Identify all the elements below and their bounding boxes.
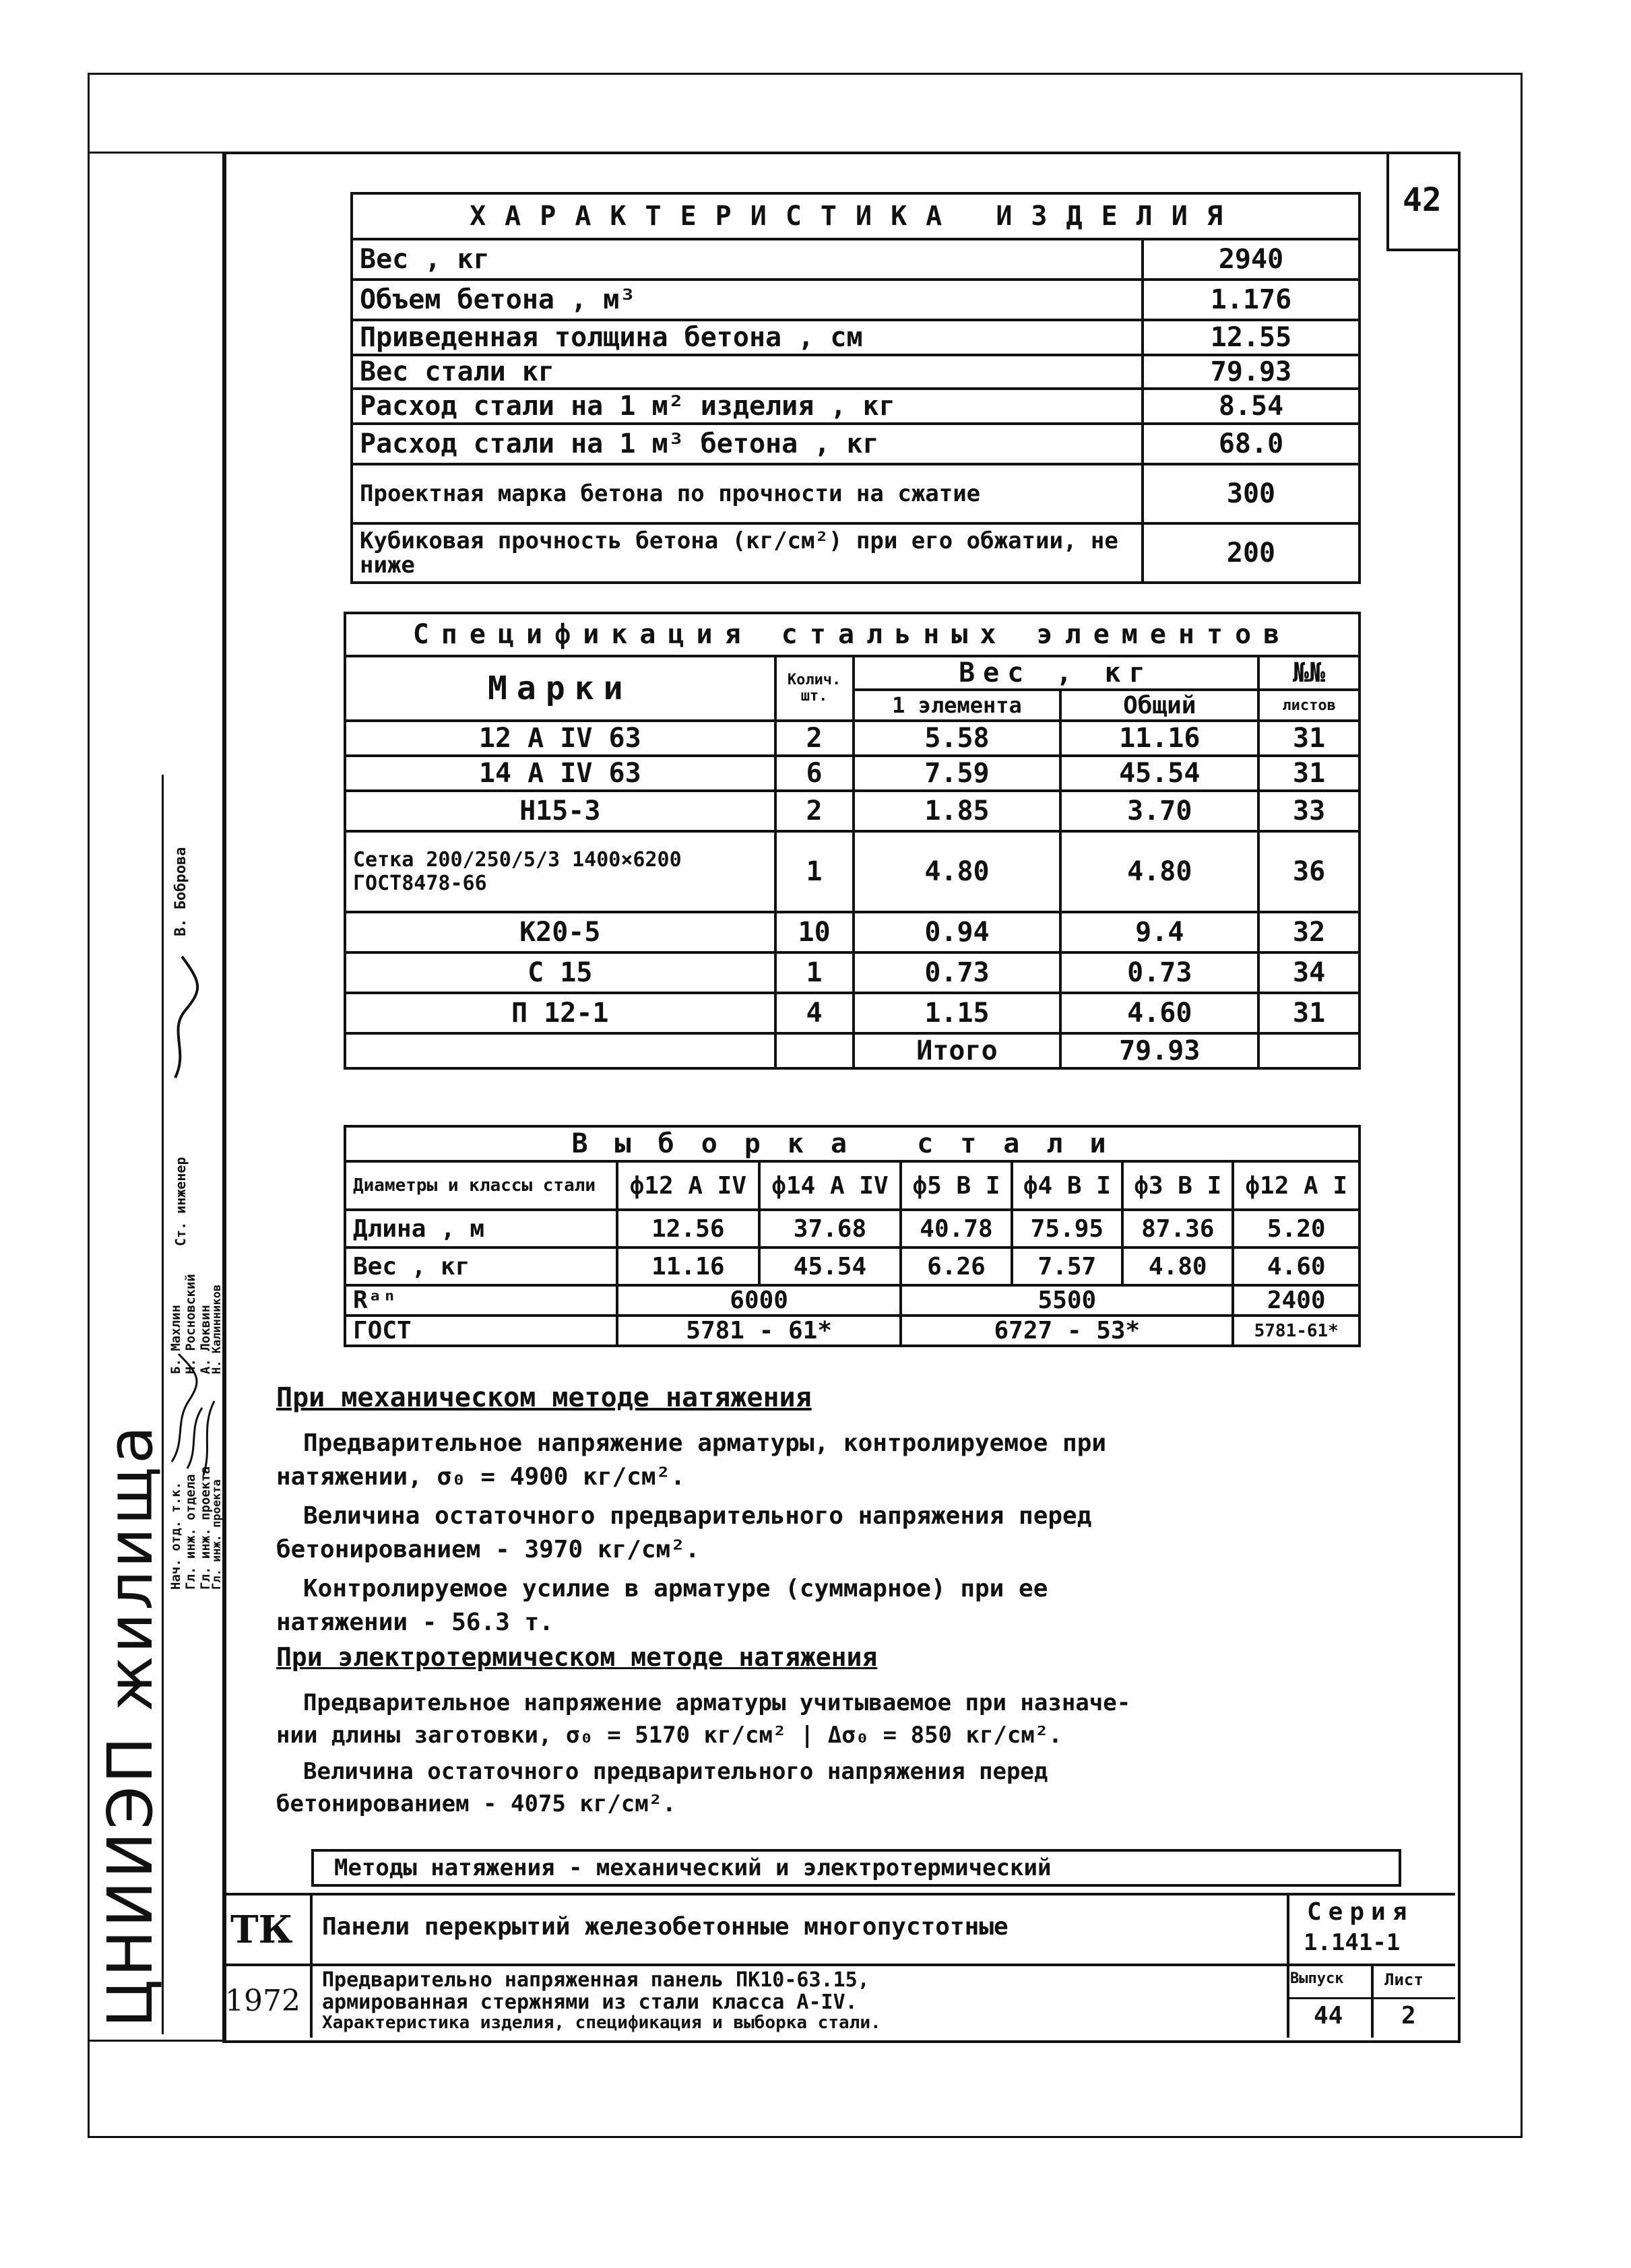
- char-value: 200: [1143, 523, 1360, 583]
- selection-gost: 5781-61*: [1233, 1316, 1360, 1346]
- selection-length: 12.56: [617, 1210, 759, 1248]
- selection-length: 37.68: [759, 1210, 901, 1248]
- spec-one: 1.85: [854, 791, 1061, 831]
- spec-total-spacer: [1258, 1033, 1360, 1068]
- sidebar-name: Б. Махлин: [168, 1305, 183, 1374]
- elec-title: При электротермическом методе натяжения: [276, 1642, 878, 1672]
- spec-one: 0.73: [854, 952, 1061, 993]
- selection-table: [344, 1125, 1361, 1347]
- spec-total: 3.70: [1060, 791, 1258, 831]
- tb-name2: Характеристика изделия, спецификация и выборка стали.: [322, 2013, 881, 2033]
- spec-qty: 2: [775, 791, 854, 831]
- spec-total: 11.16: [1060, 721, 1258, 756]
- spec-qty: 1: [775, 952, 854, 993]
- selection-length: 75.95: [1012, 1210, 1122, 1248]
- selection-gost: 6727 - 53*: [901, 1316, 1233, 1346]
- signature-1: [175, 957, 197, 1078]
- selection-weight: 7.57: [1012, 1248, 1122, 1285]
- spec-sheet: 31: [1258, 721, 1360, 756]
- spec-sheet: 36: [1258, 831, 1360, 912]
- sidebar-name: Н. Калинников: [210, 1284, 224, 1374]
- spec-mark: 14 А IV 63: [345, 756, 775, 791]
- char-label: Проектная марка бетона по прочности на сжатие: [352, 464, 1143, 523]
- spec-col-marks: Марки: [345, 656, 775, 721]
- tb-line-h: [222, 1964, 1455, 1966]
- selection-col: ф5 В I: [901, 1161, 1011, 1210]
- selection-ra: 2400: [1233, 1285, 1360, 1316]
- spec-total-spacer: [775, 1033, 854, 1068]
- selection-col: ф12 А I: [1233, 1161, 1360, 1210]
- selection-weight: 4.60: [1233, 1248, 1360, 1285]
- tb-issue-label: Выпуск: [1290, 1970, 1344, 1987]
- spec-mark: С 15: [345, 952, 775, 993]
- spec-qty: 1: [775, 831, 854, 912]
- signature-marks: [162, 930, 222, 1603]
- selection-col: ф12 А IV: [617, 1161, 759, 1210]
- selection-col: ф4 В I: [1012, 1161, 1122, 1210]
- char-label: Объем бетона , м³: [352, 280, 1143, 320]
- spec-title: Спецификация стальных элементов: [345, 613, 1360, 656]
- spec-total: 9.4: [1060, 912, 1258, 952]
- methods-box: [311, 1849, 1401, 1887]
- spec-sheet: 33: [1258, 791, 1360, 831]
- characteristics-table: [350, 192, 1361, 584]
- spec-col-one: 1 элемента: [854, 690, 1061, 721]
- tb-line-v2: [1287, 1893, 1289, 2038]
- spec-mark: Сетка 200/250/5/3 1400×6200 ГОСТ8478-66: [345, 831, 775, 912]
- selection-gost-label: ГОСТ: [345, 1316, 617, 1346]
- spec-total-spacer: [345, 1033, 775, 1068]
- selection-length: 5.20: [1233, 1210, 1360, 1248]
- char-value: 79.93: [1143, 355, 1360, 389]
- spec-mark: 12 А IV 63: [345, 721, 775, 756]
- elec-line: нии длины заготовки, σ₀ = 5170 кг/см² | Δσ₀ = 850 кг/см².: [276, 1722, 1062, 1749]
- sidebar-role: Ст. инженер: [172, 1157, 189, 1246]
- char-value: 1.176: [1143, 280, 1360, 320]
- selection-weight: 11.16: [617, 1248, 759, 1285]
- selection-col: ф3 В I: [1122, 1161, 1233, 1210]
- spec-col-sheets: №№: [1258, 656, 1360, 690]
- tb-year: 1972: [225, 1984, 300, 2018]
- char-value: 68.0: [1143, 424, 1360, 464]
- sidebar-role: Гл. инж. отдела: [183, 1474, 198, 1590]
- spec-qty: 2: [775, 721, 854, 756]
- sidebar-role: Гл. инж. проекта: [210, 1479, 224, 1590]
- characteristics-title: ХАРАКТЕРИСТИКА ИЗДЕЛИЯ: [352, 193, 1360, 239]
- tb-name2: Предварительно напряженная панель ПК10-63.15,: [322, 1968, 870, 1992]
- spec-total: 0.73: [1060, 952, 1258, 993]
- char-value: 12.55: [1143, 320, 1360, 355]
- mech-line: натяжении, σ₀ = 4900 кг/см².: [276, 1463, 685, 1491]
- spec-one: 7.59: [854, 756, 1061, 791]
- char-label: Вес , кг: [352, 239, 1143, 280]
- mech-line: натяжении - 56.3 т.: [276, 1609, 554, 1636]
- tb-sheet-value: 2: [1401, 2002, 1416, 2030]
- char-value: 2940: [1143, 239, 1360, 280]
- mech-line: Предварительное напряжение арматуры, контролируемое при: [303, 1429, 1107, 1457]
- tb-series-label: Серия: [1307, 1898, 1414, 1926]
- spec-col-qty: Колич. шт.: [775, 656, 854, 721]
- selection-length: 40.78: [901, 1210, 1011, 1248]
- char-label: Вес стали кг: [352, 355, 1143, 389]
- selection-title: Выборка стали: [345, 1126, 1360, 1161]
- spec-mark: Н15-3: [345, 791, 775, 831]
- spec-col-sheets2: листов: [1258, 690, 1360, 721]
- spec-mark: П 12-1: [345, 993, 775, 1033]
- elec-line: бетонированием - 4075 кг/см².: [276, 1790, 676, 1817]
- char-value: 8.54: [1143, 389, 1360, 424]
- tb-issue-value: 44: [1314, 2002, 1343, 2030]
- selection-ra-label: Rᵃⁿ: [345, 1285, 617, 1316]
- spec-one: 4.80: [854, 831, 1061, 912]
- mech-line: Величина остаточного предварительного напряжения перед: [303, 1502, 1092, 1530]
- char-value: 300: [1143, 464, 1360, 523]
- spec-qty: 4: [775, 993, 854, 1033]
- tb-series-value: 1.141-1: [1304, 1929, 1401, 1956]
- selection-gost: 5781 - 61*: [617, 1316, 901, 1346]
- selection-ra: 6000: [617, 1285, 901, 1316]
- spec-total: 45.54: [1060, 756, 1258, 791]
- tb-line-v1: [310, 1893, 313, 2038]
- tb-name2: армированная стержнями из стали класса А-IV.: [322, 1990, 858, 2014]
- spec-total-label: Итого: [854, 1033, 1061, 1068]
- tb-line-h2: [1287, 1997, 1455, 1999]
- selection-length: 87.36: [1122, 1210, 1233, 1248]
- selection-weight: 4.80: [1122, 1248, 1233, 1285]
- sidebar-name: В. Боброва: [172, 847, 189, 936]
- tb-line-v3: [1371, 1964, 1374, 2038]
- spec-total-value: 79.93: [1060, 1033, 1258, 1068]
- elec-line: Величина остаточного предварительного напряжения перед: [303, 1758, 1048, 1785]
- spec-sheet: 31: [1258, 993, 1360, 1033]
- spec-col-total: Общий: [1060, 690, 1258, 721]
- char-label: Расход стали на 1 м² изделия , кг: [352, 389, 1143, 424]
- mech-line: Контролируемое усилие в арматуре (суммарное) при ее: [303, 1575, 1048, 1602]
- selection-ra: 5500: [901, 1285, 1233, 1316]
- page-number-box: [1386, 152, 1461, 251]
- selection-col: ф14 А IV: [759, 1161, 901, 1210]
- tb-code: ТК: [230, 1908, 293, 1952]
- selection-weight-label: Вес , кг: [345, 1248, 617, 1285]
- spec-qty: 10: [775, 912, 854, 952]
- selection-weight: 45.54: [759, 1248, 901, 1285]
- org-name: ЦНИИЭП жилища: [94, 1423, 166, 2028]
- signature-3: [187, 1408, 202, 1468]
- spec-mark: К20-5: [345, 912, 775, 952]
- spec-sheet: 31: [1258, 756, 1360, 791]
- char-label: Кубиковая прочность бетона (кг/см²) при его обжатии, не ниже: [352, 523, 1143, 583]
- spec-one: 0.94: [854, 912, 1061, 952]
- sidebar-role: Гл. инж. проекта: [198, 1466, 213, 1590]
- char-label: Расход стали на 1 м³ бетона , кг: [352, 424, 1143, 464]
- tb-name1: Панели перекрытий железобетонные многопустотные: [322, 1913, 1009, 1941]
- page-number: 42: [1403, 181, 1442, 219]
- spec-table: [344, 612, 1361, 1070]
- spec-col-weight: Вес , кг: [854, 656, 1259, 690]
- selection-length-label: Длина , м: [345, 1210, 617, 1248]
- mech-title: При механическом методе натяжения: [276, 1382, 812, 1413]
- elec-line: Предварительное напряжение арматуры учитываемое при назначе-: [303, 1689, 1131, 1716]
- spec-total: 4.80: [1060, 831, 1258, 912]
- spec-sheet: 34: [1258, 952, 1360, 993]
- methods-text: Методы натяжения - механический и электротермический: [334, 1854, 1052, 1881]
- sidebar-name: Н. Росновский: [183, 1274, 198, 1374]
- spec-one: 5.58: [854, 721, 1061, 756]
- selection-header-label: Диаметры и классы стали: [345, 1161, 617, 1210]
- tb-sheet-label: Лист: [1384, 1970, 1424, 1989]
- sidebar-name: А. Локвин: [198, 1305, 213, 1374]
- spec-sheet: 32: [1258, 912, 1360, 952]
- spec-one: 1.15: [854, 993, 1061, 1033]
- mech-line: бетонированием - 3970 кг/см².: [276, 1536, 700, 1563]
- spec-total: 4.60: [1060, 993, 1258, 1033]
- signature-4: [203, 1401, 214, 1475]
- spec-qty: 6: [775, 756, 854, 791]
- selection-weight: 6.26: [901, 1248, 1011, 1285]
- char-label: Приведенная толщина бетона , см: [352, 320, 1143, 355]
- sidebar-role: Нач. отд. т.к.: [168, 1481, 183, 1590]
